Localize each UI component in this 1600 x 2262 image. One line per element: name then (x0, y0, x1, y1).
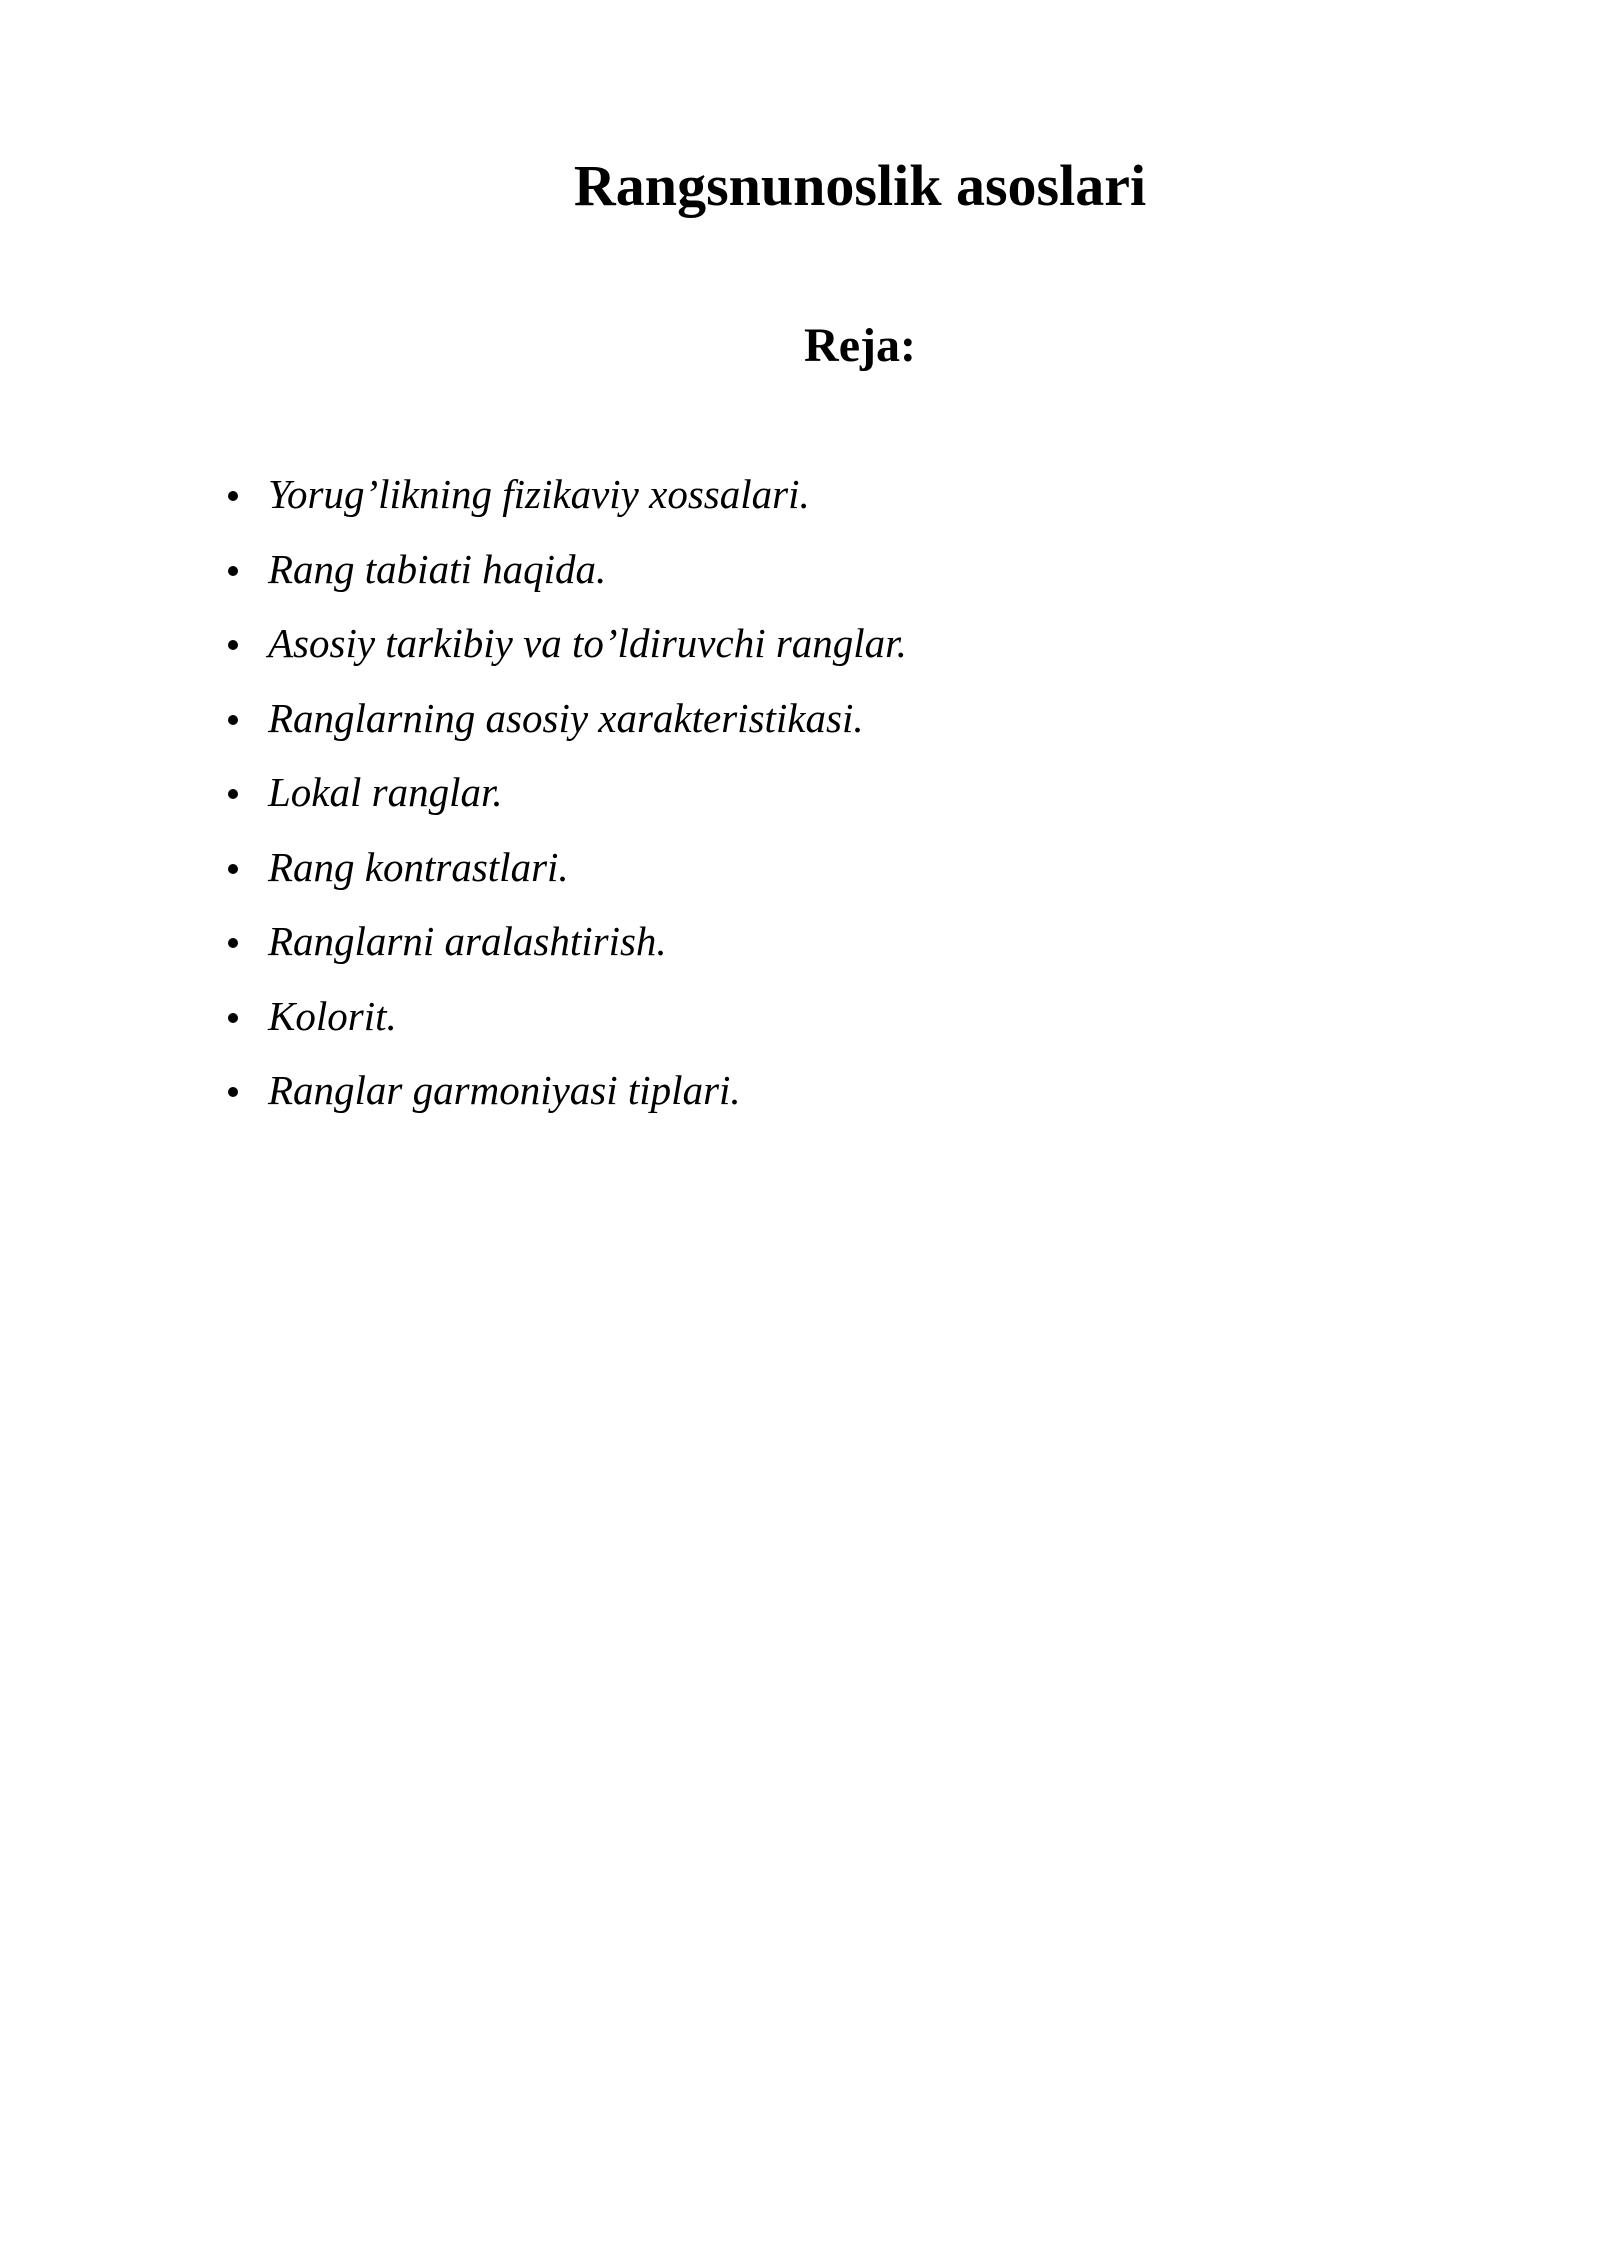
list-item (228, 690, 907, 765)
list-item (228, 913, 907, 988)
list-item-text: Lokal ranglar. (268, 769, 503, 815)
plan-heading: Reja: (804, 319, 916, 372)
list-item-text: Ranglarni aralashtirish. (268, 918, 667, 964)
list-item (228, 541, 907, 616)
page-title: Rangsnunoslik asoslari (573, 153, 1147, 218)
list-item (228, 764, 907, 839)
bullet-icon (228, 1013, 238, 1023)
bullet-icon (228, 1087, 238, 1097)
list-item-text: Rang kontrastlari. (268, 843, 569, 890)
list-item (228, 1062, 907, 1137)
bullet-icon (228, 938, 238, 948)
list-item (228, 988, 907, 1063)
bullet-icon (228, 491, 238, 501)
list-item (228, 839, 907, 914)
bullet-icon (228, 715, 238, 725)
list-item-text: Yorug’likning fizikaviy xossalari. (268, 471, 810, 517)
list-item-text: Kolorit. (268, 992, 397, 1039)
bullet-icon (228, 566, 238, 576)
list-item-text: Asosiy tarkibiy va to’ldiruvchi ranglar. (268, 620, 907, 666)
list-item (228, 466, 907, 541)
plan-list (228, 466, 907, 1137)
list-item-text: Ranglarning asosiy xarakteristikasi. (268, 694, 864, 741)
list-item-text: Ranglar garmoniyasi tiplari. (268, 1067, 741, 1113)
bullet-icon (228, 789, 238, 799)
list-item (228, 615, 907, 690)
bullet-icon (228, 640, 238, 650)
bullet-icon (228, 864, 238, 874)
list-item-text: Rang tabiati haqida. (268, 545, 607, 592)
